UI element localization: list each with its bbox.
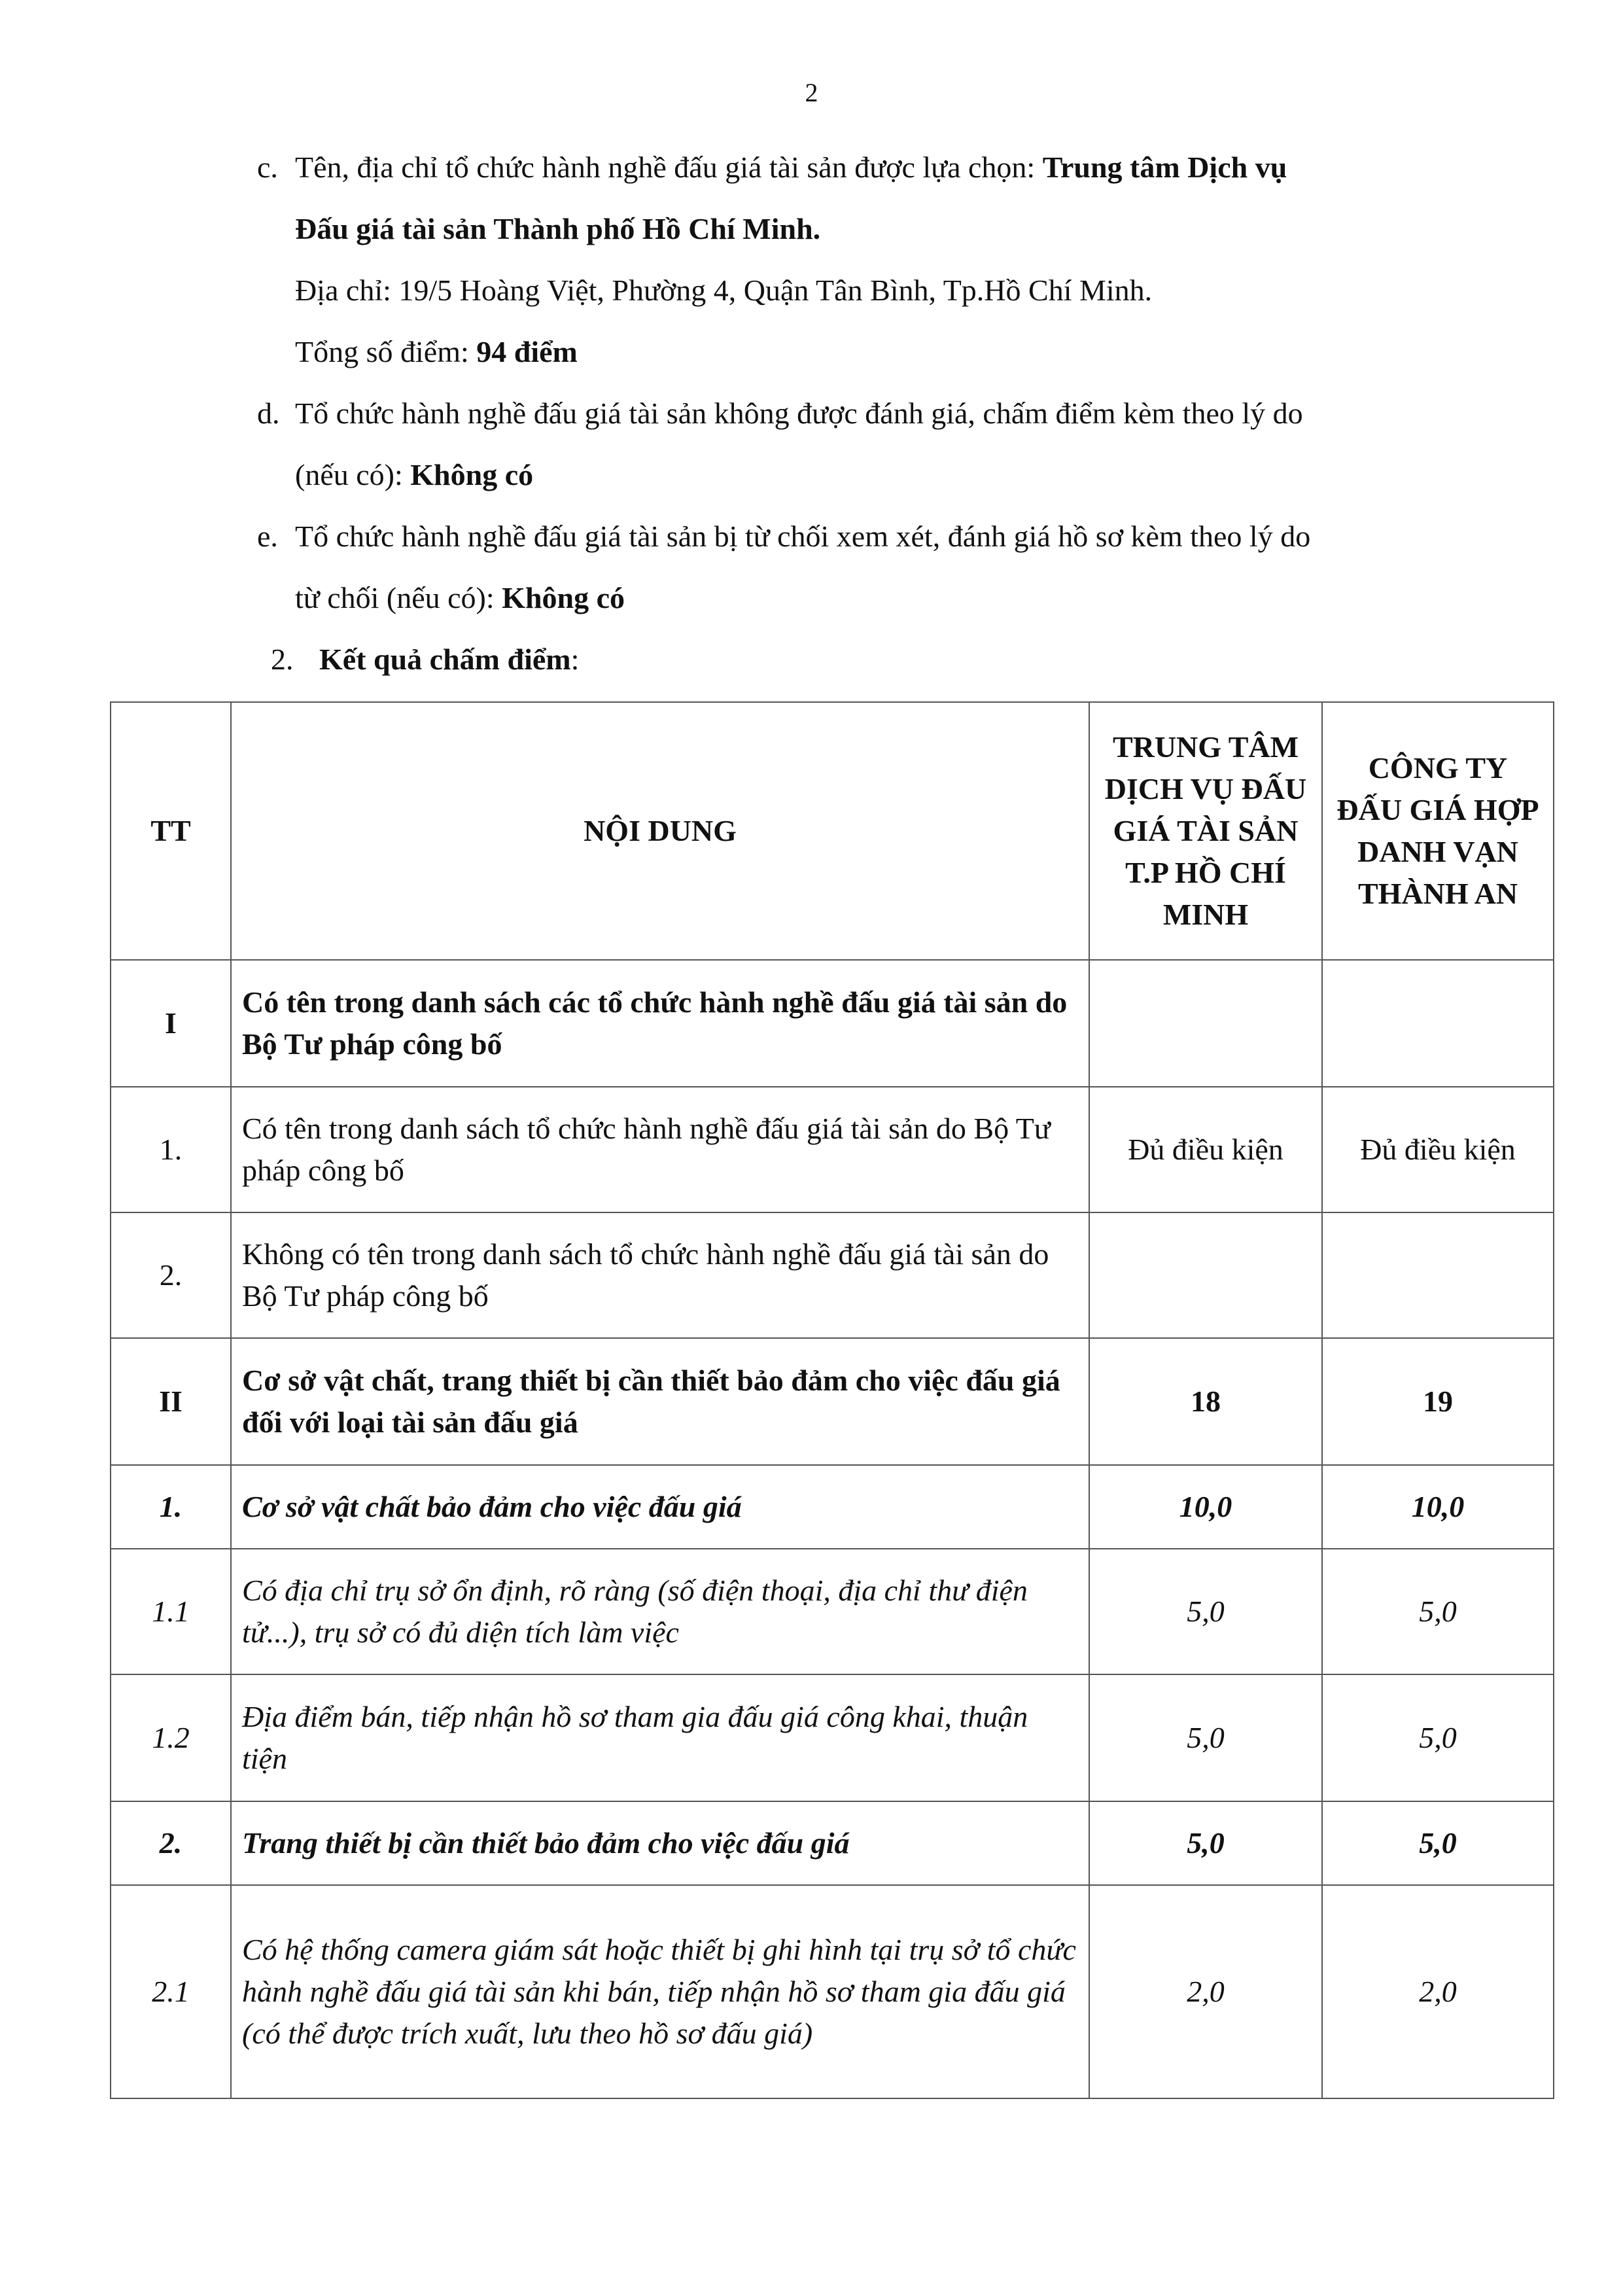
row-content: Có địa chỉ trụ sở ổn định, rõ ràng (số điện thoại, địa chỉ thư điện tử...), trụ sở có đủ diện tích làm việc: [231, 1549, 1089, 1674]
table-row: [111, 1885, 1554, 2098]
item-e-line2: [295, 578, 625, 618]
table-row: [111, 1212, 1554, 1338]
row-tt: 1.: [111, 1087, 231, 1212]
header-col2: CÔNG TY ĐẤU GIÁ HỢP DANH VẠN THÀNH AN: [1322, 702, 1554, 960]
item-e-text: Tổ chức hành nghề đấu giá tài sản bị từ chối xem xét, đánh giá hồ sơ kèm theo lý do: [295, 520, 1311, 553]
row-tt: 2.: [111, 1801, 231, 1885]
row-col2: [1322, 1212, 1554, 1338]
row-col1: 5,0: [1089, 1801, 1322, 1885]
row-col1: [1089, 960, 1322, 1087]
section-2-suffix: :: [570, 643, 580, 676]
item-d-bold: Không có: [410, 458, 534, 491]
row-col2: 5,0: [1322, 1674, 1554, 1801]
item-d-line2: [295, 455, 533, 495]
row-content: Địa điểm bán, tiếp nhận hồ sơ tham gia đấu giá công khai, thuận tiện: [231, 1674, 1089, 1801]
section-2-marker: 2.: [271, 643, 294, 676]
row-content: Có tên trong danh sách tổ chức hành nghề đấu giá tài sản do Bộ Tư pháp công bố: [231, 1087, 1089, 1212]
item-e-line2-text: từ chối (nếu có):: [295, 581, 502, 614]
item-c-marker: c.: [257, 150, 278, 184]
header-tt: TT: [111, 702, 231, 960]
table-row: [111, 1465, 1554, 1549]
row-tt: 1.1: [111, 1549, 231, 1674]
table-row: [111, 1674, 1554, 1801]
item-d-marker: d.: [257, 397, 280, 430]
item-e-bold: Không có: [502, 581, 625, 614]
row-col1: Đủ điều kiện: [1089, 1087, 1322, 1212]
row-content: Không có tên trong danh sách tổ chức hành nghề đấu giá tài sản do Bộ Tư pháp công bố: [231, 1212, 1089, 1338]
table-row: [111, 1801, 1554, 1885]
item-e-marker: e.: [257, 520, 278, 553]
table-row: [111, 1549, 1554, 1674]
row-content: Trang thiết bị cần thiết bảo đảm cho việc đấu giá: [231, 1801, 1089, 1885]
section-2-title: [319, 640, 579, 679]
row-col1: [1089, 1212, 1322, 1338]
row-col2: 5,0: [1322, 1801, 1554, 1885]
item-c-line1: [295, 148, 1287, 187]
item-d-text: Tổ chức hành nghề đấu giá tài sản không được đánh giá, chấm điểm kèm theo lý do: [295, 397, 1303, 430]
row-col1: 18: [1089, 1338, 1322, 1465]
item-c-text: Tên, địa chỉ tổ chức hành nghề đấu giá tài sản được lựa chọn:: [295, 150, 1043, 184]
table-row: [111, 1087, 1554, 1212]
item-c-score-value: 94 điểm: [476, 335, 578, 368]
item-c-bold: Trung tâm Dịch vụ: [1042, 150, 1287, 184]
row-col2: 10,0: [1322, 1465, 1554, 1549]
page-number: 2: [805, 78, 818, 107]
row-col1: 5,0: [1089, 1549, 1322, 1674]
row-col2: Đủ điều kiện: [1322, 1087, 1554, 1212]
row-col1: 10,0: [1089, 1465, 1322, 1549]
score-table: [110, 701, 1554, 2099]
row-tt: 2.: [111, 1212, 231, 1338]
table-header-row: [111, 702, 1554, 960]
row-tt: II: [111, 1338, 231, 1465]
row-col2: [1322, 960, 1554, 1087]
item-c-bold-line2: Đấu giá tài sản Thành phố Hồ Chí Minh.: [295, 212, 821, 245]
row-col2: 5,0: [1322, 1549, 1554, 1674]
row-content: Có hệ thống camera giám sát hoặc thiết bị ghi hình tại trụ sở tổ chức hành nghề đấu giá tài sản khi bán, tiếp nhận hồ sơ tham gia đấu giá (có thể được trích xuất, lưu theo hồ sơ đấu giá): [231, 1885, 1089, 2098]
row-col1: 2,0: [1089, 1885, 1322, 2098]
header-content: NỘI DUNG: [231, 702, 1089, 960]
row-content: Có tên trong danh sách các tổ chức hành nghề đấu giá tài sản do Bộ Tư pháp công bố: [231, 960, 1089, 1087]
table-row: [111, 960, 1554, 1087]
row-tt: I: [111, 960, 231, 1087]
item-c-score: [295, 332, 578, 372]
row-content: Cơ sở vật chất bảo đảm cho việc đấu giá: [231, 1465, 1089, 1549]
row-tt: 1.: [111, 1465, 231, 1549]
item-c-score-label: Tổng số điểm:: [295, 335, 477, 368]
item-c-address: Địa chỉ: 19/5 Hoàng Việt, Phường 4, Quận Tân Bình, Tp.Hồ Chí Minh.: [295, 274, 1153, 307]
item-d-line2-text: (nếu có):: [295, 458, 411, 491]
row-col2: 2,0: [1322, 1885, 1554, 2098]
row-content: Cơ sở vật chất, trang thiết bị cần thiết bảo đảm cho việc đấu giá đối với loại tài sản đấu giá: [231, 1338, 1089, 1465]
header-col1: TRUNG TÂM DỊCH VỤ ĐẤU GIÁ TÀI SẢN T.P HỒ CHÍ MINH: [1089, 702, 1322, 960]
row-col2: 19: [1322, 1338, 1554, 1465]
row-tt: 2.1: [111, 1885, 231, 2098]
table-row: [111, 1338, 1554, 1465]
row-col1: 5,0: [1089, 1674, 1322, 1801]
row-tt: 1.2: [111, 1674, 231, 1801]
section-2-bold: Kết quả chấm điểm: [319, 643, 571, 676]
